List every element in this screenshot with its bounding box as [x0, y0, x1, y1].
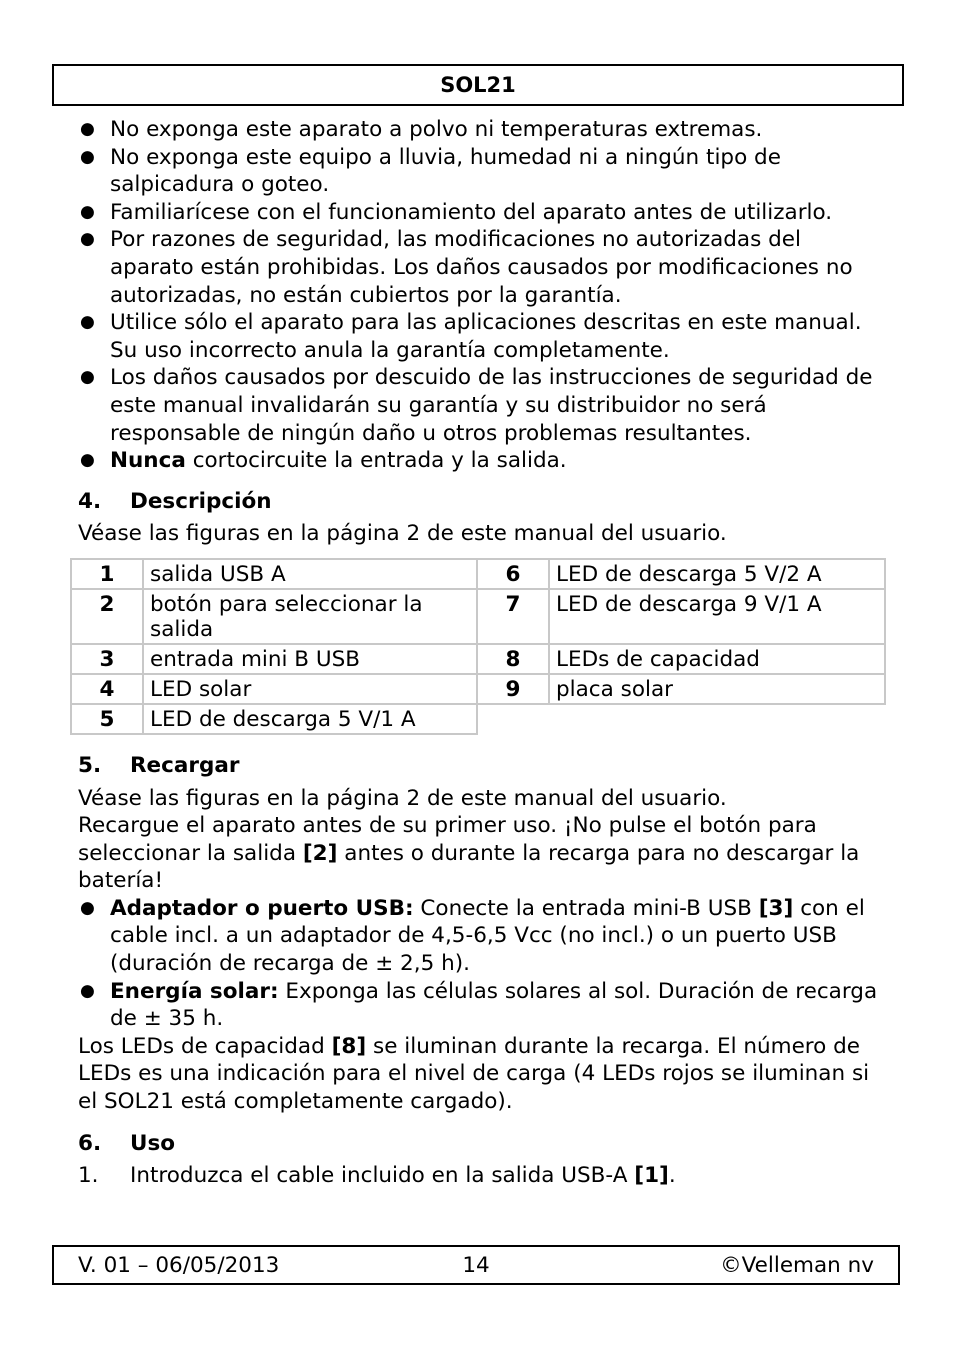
item-description: LED solar [143, 674, 477, 704]
item-number: 1 [71, 559, 143, 589]
item-description: LEDs de capacidad [549, 644, 885, 674]
section-title: Recargar [130, 752, 240, 778]
bullet-text: cortocircuite la entrada y la salida. [185, 448, 567, 474]
bullet-icon: ● [80, 980, 95, 1001]
section-title: Descripción [130, 488, 272, 514]
footer-version: V. 01 – 06/05/2013 [78, 1252, 280, 1278]
bullet-icon: ● [80, 450, 95, 471]
section-number: 5. [78, 752, 102, 778]
list-item [78, 199, 888, 227]
table-row [71, 674, 885, 704]
text-run: con el cable incl. a un adaptador de 4,5-6,5 Vcc (no incl.) o un puerto USB (duración de recarga de ± 2,5 h). [110, 895, 865, 977]
table-row [71, 589, 885, 644]
list-item [78, 226, 888, 309]
bullet-icon: ● [80, 229, 95, 250]
reference-tag: [2] [302, 840, 338, 866]
text-run: Los LEDs de capacidad [78, 1033, 332, 1059]
page-footer [52, 1245, 900, 1285]
step-text [130, 1162, 676, 1190]
footer-copyright: ©Velleman nv [720, 1252, 874, 1278]
recharge-paragraph-3 [78, 1033, 888, 1116]
item-number: 6 [477, 559, 549, 589]
item-description: LED de descarga 5 V/1 A [143, 704, 477, 734]
list-item [78, 895, 888, 978]
list-item [78, 447, 888, 475]
section-heading-use [78, 1130, 888, 1158]
recharge-bullet-list [78, 895, 888, 1033]
item-number: 4 [71, 674, 143, 704]
section-number: 6. [78, 1130, 102, 1156]
page-header [52, 64, 904, 106]
list-item [78, 1162, 888, 1190]
page-content [78, 116, 888, 1190]
text-run: Recargue el aparato antes de su primer uso. ¡No pulse el botón para seleccionar la salida [78, 813, 817, 866]
text-run: Conecte la entrada mini-B USB [413, 895, 759, 921]
text-run: Introduzca el cable incluido en la salida USB-A [130, 1163, 635, 1189]
bullet-text: Los daños causados por descuido de las instrucciones de seguridad de este manual invalidarán su garantía y su distribuidor no será responsable de ningún daño u otros problemas resultantes. [110, 365, 873, 446]
text-run: se iluminan durante la recarga. El número de LEDs es una indicación para el nivel de carga (4 LEDs rojos se iluminan si el SOL21 está completamente cargado). [78, 1033, 870, 1115]
bold-lead: Nunca [110, 448, 186, 474]
text-run: antes o durante la recarga para no descargar la batería! [78, 840, 860, 894]
bold-lead: Energía solar: [110, 978, 279, 1004]
bullet-icon: ● [80, 312, 95, 333]
recharge-paragraph-2 [78, 812, 888, 895]
list-item [78, 978, 888, 1033]
list-item [78, 309, 888, 364]
bullet-icon: ● [80, 367, 95, 388]
bullet-icon: ● [80, 119, 95, 139]
reference-tag: [3] [758, 895, 794, 921]
footer-page-number: 14 [462, 1252, 490, 1278]
item-number: 3 [71, 644, 143, 674]
section-title: Uso [130, 1130, 176, 1156]
bullet-text: Familiarícese con el funcionamiento del aparato antes de utilizarlo. [110, 199, 833, 225]
table-row [71, 644, 885, 674]
bullet-text: No exponga este equipo a lluvia, humedad ni a ningún tipo de salpicadura o goteo. [110, 144, 781, 198]
bullet-text: No exponga este aparato a polvo ni temperaturas extremas. [110, 117, 763, 142]
item-number [477, 704, 549, 734]
bold-lead: Adaptador o puerto USB: [110, 895, 414, 921]
item-description: placa solar [549, 674, 885, 704]
bullet-text: Utilice sólo el aparato para las aplicaciones descritas en este manual. Su uso incorrecto anula la garantía completamente. [110, 310, 862, 363]
text-run: Exponga las células solares al sol. Duración de recarga de ± 35 h. [110, 978, 878, 1032]
table-row [71, 704, 885, 734]
item-number: 5 [71, 704, 143, 734]
item-description: salida USB A [143, 559, 477, 589]
list-item [78, 116, 888, 144]
text-run: . [668, 1163, 676, 1189]
recharge-paragraph-1: Véase las figuras en la página 2 de este manual del usuario. [78, 785, 727, 811]
bullet-icon: ● [80, 146, 95, 167]
description-table [70, 558, 886, 735]
item-description: entrada mini B USB [143, 644, 477, 674]
item-description [549, 704, 885, 734]
header-title: SOL21 [440, 73, 516, 97]
list-item [78, 144, 888, 199]
table-row [71, 559, 885, 589]
reference-tag: [1] [634, 1163, 669, 1189]
safety-bullet-list [78, 116, 888, 475]
section-intro: Véase las figuras en la página 2 de este manual del usuario. [78, 521, 727, 547]
step-number: 1. [78, 1163, 99, 1189]
section-heading-description [78, 488, 888, 516]
item-number: 7 [477, 589, 549, 644]
section-heading-recharge [78, 752, 888, 780]
bullet-icon: ● [80, 201, 95, 222]
item-description: LED de descarga 5 V/2 A [549, 559, 885, 589]
item-number: 9 [477, 674, 549, 704]
use-steps-list [78, 1162, 888, 1190]
bullet-text: Por razones de seguridad, las modificaciones no autorizadas del aparato están prohibidas. Los daños causados por modificaciones no autorizadas, no están cubiertos por la garantía. [110, 227, 853, 308]
item-description: LED de descarga 9 V/1 A [549, 589, 885, 644]
bullet-icon: ● [80, 897, 95, 918]
reference-tag: [8] [331, 1033, 367, 1059]
item-description: botón para seleccionar la salida [143, 589, 477, 644]
section-number: 4. [78, 488, 102, 514]
list-item [78, 364, 888, 447]
item-number: 2 [71, 589, 143, 644]
item-number: 8 [477, 644, 549, 674]
